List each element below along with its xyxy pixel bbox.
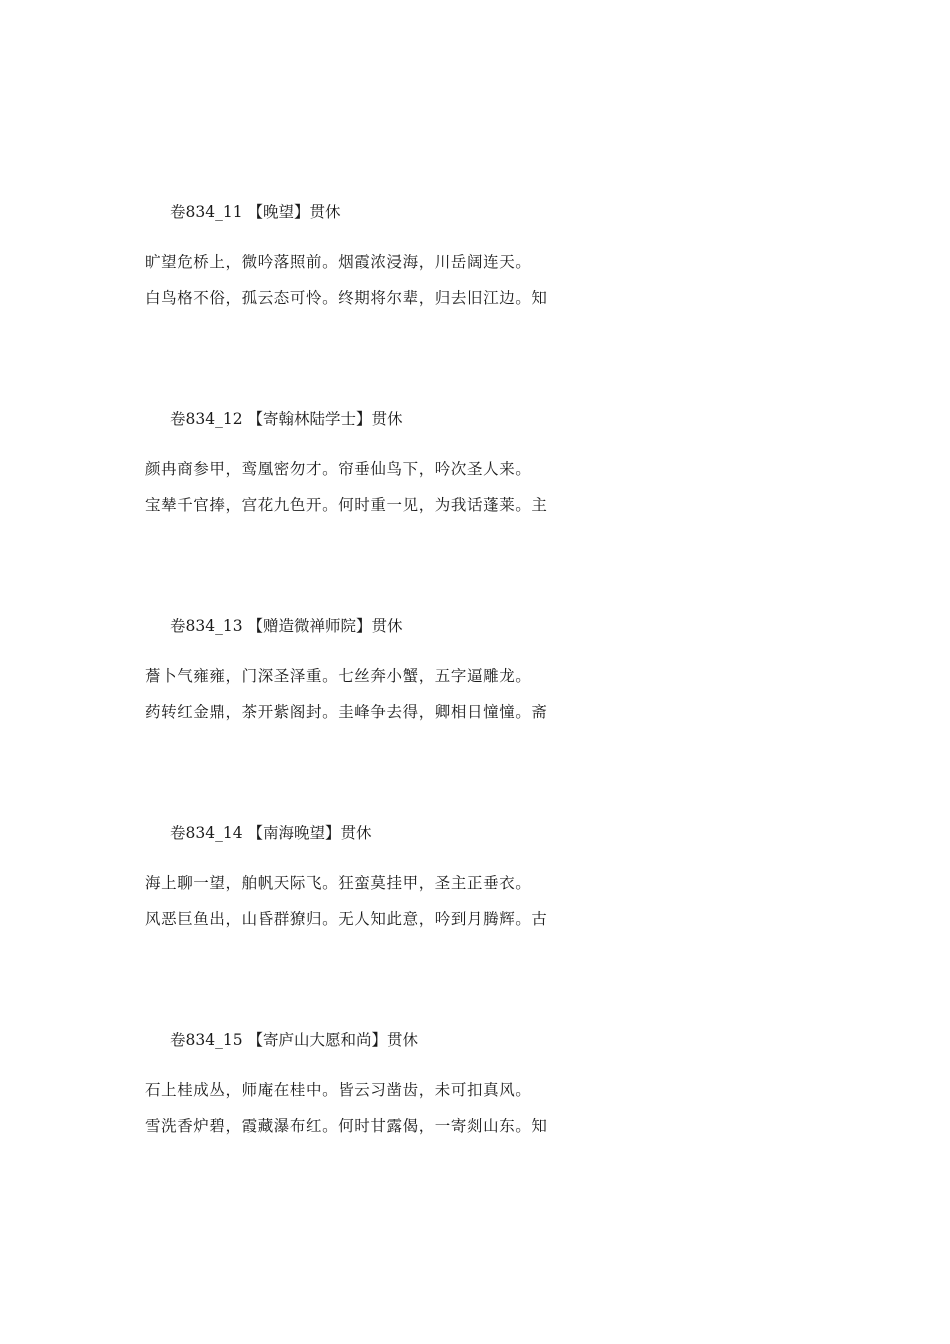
poem-line: 白鸟格不俗，孤云态可怜。终期将尔辈，归去旧江边。知: [145, 289, 548, 307]
poem-line: 石上桂成丛，师庵在桂中。皆云习凿齿，未可扣真风。: [145, 1081, 532, 1099]
poem-line: 薝卜气雍雍，门深圣泽重。七丝奔小蟹，五字逼雕龙。: [145, 667, 532, 685]
poem-title: 卷834_15 【寄庐山大愿和尚】贯休: [170, 1031, 418, 1049]
poem-title: 卷834_14 【南海晚望】贯休: [170, 824, 372, 842]
poem-line: 雪洗香炉碧，霞藏瀑布红。何时甘露偈，一寄剡山东。知: [145, 1117, 548, 1135]
poem-line: 海上聊一望，舶帆天际飞。狂蛮莫挂甲，圣主正垂衣。: [145, 874, 532, 892]
poem-line: 宝辇千官捧，宫花九色开。何时重一见，为我话蓬莱。主: [145, 496, 548, 514]
poem-line: 旷望危桥上，微吟落照前。烟霞浓浸海，川岳阔连天。: [145, 253, 532, 271]
poem-line: 颜冉商参甲，鸾凰密勿才。帘垂仙鸟下，吟次圣人来。: [145, 460, 532, 478]
poem-title: 卷834_12 【寄翰林陆学士】贯休: [170, 410, 403, 428]
poem-line: 风恶巨鱼出，山昏群獠归。无人知此意，吟到月腾辉。古: [145, 910, 548, 928]
poem-title: 卷834_13 【赠造微禅师院】贯休: [170, 617, 403, 635]
poem-line: 药转红金鼎，茶开紫阁封。圭峰争去得，卿相日憧憧。斋: [145, 703, 548, 721]
poem-title: 卷834_11 【晚望】贯休: [170, 203, 341, 221]
